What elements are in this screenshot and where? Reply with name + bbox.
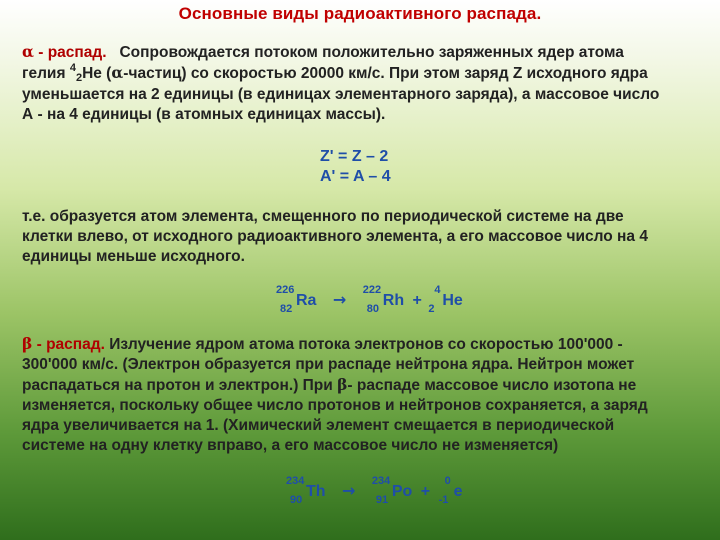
nuclide-electron — [438, 475, 463, 506]
beta-symbol: β — [22, 334, 33, 353]
alpha-symbol: α — [22, 42, 34, 61]
nuclide-symbol: e — [453, 483, 463, 500]
beta-decay-equation — [286, 475, 463, 515]
nuclide-helium — [428, 284, 463, 315]
helium-mass: 4 — [69, 62, 76, 74]
nuclide-symbol: He — [442, 292, 463, 309]
alpha-text-1: Сопровождается потоком положительно заряженных ядер атома — [119, 44, 624, 61]
beta-line-3 — [22, 375, 702, 396]
plus-sign: + — [420, 483, 431, 500]
nuclide-number: 90 — [290, 494, 303, 506]
beta-line-1 — [22, 334, 702, 355]
alpha-line-3: уменьшается на 2 единицы (в единицах элементарного заряда), а массовое число — [22, 86, 660, 103]
alpha-term-label: - распад. — [38, 44, 107, 61]
alpha-text-2a: гелия — [22, 65, 70, 82]
helium-number: 2 — [75, 72, 83, 84]
beta-line-5: ядра увеличивается на 1. (Химический элемент смещается в периодической — [22, 417, 615, 434]
nuclide-mass: 4 — [434, 284, 441, 296]
beta-line-2: 300'000 км/с. (Электрон образуется при распаде нейтрона ядра. Нейтрон может — [22, 356, 635, 373]
beta-text-3a: распадаться на протон и электрон.) При — [22, 377, 338, 394]
nuclide-number: 2 — [428, 303, 435, 315]
nuclide-mass: 222 — [362, 284, 382, 296]
nuclide-mass: 0 — [444, 475, 451, 487]
nuclide-mass: 234 — [286, 475, 305, 487]
beta-line-4: изменяется, поскольку общее число протонов и нейтронов сохраняется, а заряд — [22, 397, 648, 414]
charge-formula: Z' = Z – 2 — [320, 148, 389, 165]
alpha-line-1 — [22, 42, 702, 63]
alpha-decay-paragraph — [22, 42, 702, 125]
beta-term — [22, 336, 105, 353]
alpha-term — [22, 44, 107, 61]
nuclide-product — [371, 475, 413, 506]
beta-symbol-inline: β — [337, 375, 348, 394]
beta-text-1: Излучение ядром атома потока электронов со скоростью 100'000 - — [104, 336, 623, 353]
beta-term-label: - распад. — [32, 336, 105, 353]
nuclide-mass: 226 — [276, 284, 295, 296]
nuclide-symbol: Th — [306, 483, 326, 500]
nuclide-number: 91 — [375, 494, 389, 506]
explanation-paragraph — [22, 207, 702, 267]
nuclide-number: -1 — [438, 494, 449, 506]
arrow-right-icon: → — [342, 481, 356, 500]
alpha-line-4: А - на 4 единицы (в атомных единицах массы). — [22, 106, 386, 123]
nuclide-symbol: Ra — [296, 292, 317, 309]
nuclide-radium — [276, 284, 317, 315]
explanation-line-1: т.е. образуется атом элемента, смещенного по периодической системе на две — [22, 208, 624, 225]
alpha-text-2b: He ( — [82, 65, 112, 82]
nuclide-number: 80 — [366, 303, 380, 315]
nuclide-symbol: Rh — [382, 292, 405, 309]
nuclide-thorium — [286, 475, 326, 506]
nuclide-symbol: Po — [391, 483, 413, 500]
nuclide-product — [362, 284, 405, 315]
nuclide-mass: 234 — [371, 475, 391, 487]
beta-text-3b: - распаде массовое число изотопа не — [347, 377, 637, 394]
nuclide-number: 82 — [280, 303, 293, 315]
plus-sign: + — [412, 292, 422, 309]
alpha-text-2c: -частиц) со скоростью 20000 км/с. При этом заряд Z исходного ядра — [123, 65, 648, 82]
beta-line-6: системе на одну клетку вправо, а его массовое число не изменяется) — [22, 437, 559, 454]
alpha-line-2 — [22, 63, 702, 85]
arrow-right-icon: → — [332, 290, 347, 309]
mass-formula: A' = A – 4 — [320, 168, 391, 185]
beta-decay-paragraph — [22, 334, 702, 456]
alpha-decay-equation — [276, 284, 463, 324]
alpha-symbol-inline: α — [111, 63, 124, 82]
slide-title: Основные виды радиоактивного распада. — [178, 4, 542, 23]
explanation-line-2: клетки влево, от исходного радиоактивного элемента, а его массовое число на 4 — [22, 228, 648, 245]
explanation-line-3: единицы меньше исходного. — [22, 248, 245, 265]
